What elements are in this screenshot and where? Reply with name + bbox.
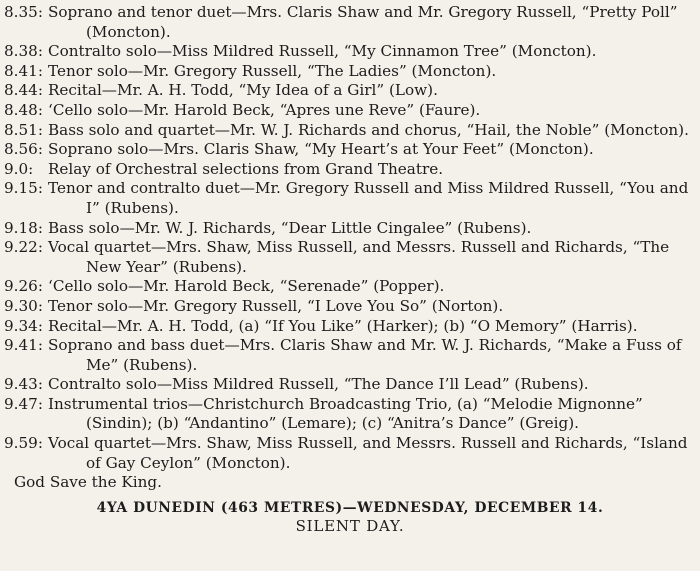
programme-item	[4, 179, 696, 218]
item-description: Relay of Orchestral selections from Grand Theatre.	[48, 159, 444, 178]
item-time: 9.26:	[4, 277, 43, 296]
item-description: ‘Cello solo—Mr. Harold Beck, “Serenade” (Popper).	[48, 277, 445, 296]
closing-line: God Save the King.	[14, 473, 162, 492]
item-time: 8.56:	[4, 140, 43, 159]
silent-day-notice: SILENT DAY.	[295, 516, 405, 535]
item-time: 9.47:	[4, 394, 43, 413]
programme-item	[4, 3, 696, 42]
item-time: 9.59:	[4, 434, 43, 453]
programme-item	[4, 160, 696, 180]
item-description: Recital—Mr. A. H. Todd, (a) “If You Like” (Harker); (b) “O Memory” (Harris).	[48, 316, 638, 335]
programme-item	[4, 219, 696, 239]
item-description: Tenor and contralto duet—Mr. Gregory Russell and Miss Mildred Russell, “You and I” (Rubens).	[48, 179, 689, 217]
programme-item	[4, 395, 696, 434]
item-description: Contralto solo—Miss Mildred Russell, “The Dance I’ll Lead” (Rubens).	[48, 375, 589, 394]
programme-item	[4, 297, 696, 317]
programme-item	[4, 277, 696, 297]
item-description: Instrumental trios—Christchurch Broadcasting Trio, (a) “Melodie Mignonne” (Sindin); (b) “Andantino” (Lemare); (c) “Anitra’s Dance” (Greig).	[48, 394, 643, 433]
programme-item	[4, 317, 696, 337]
item-description: Tenor solo—Mr. Gregory Russell, “The Ladies” (Moncton).	[48, 61, 497, 80]
programme-list	[4, 3, 696, 535]
programme-item	[4, 81, 696, 101]
item-description: Soprano solo—Mrs. Claris Shaw, “My Heart’s at Your Feet” (Moncton).	[48, 140, 594, 159]
item-time: 9.0:	[4, 159, 34, 178]
item-description: Soprano and tenor duet—Mrs. Claris Shaw and Mr. Gregory Russell, “Pretty Poll” (Moncton).	[48, 3, 678, 41]
item-time: 8.35:	[4, 3, 43, 21]
item-description: Tenor solo—Mr. Gregory Russell, “I Love You So” (Norton).	[48, 296, 504, 315]
item-time: 8.44:	[4, 81, 43, 100]
item-time: 9.34:	[4, 316, 43, 335]
item-time: 8.38:	[4, 42, 43, 61]
item-description: Bass solo and quartet—Mr. W. J. Richards and chorus, “Hail, the Noble” (Moncton).	[48, 120, 689, 139]
item-time: 9.43:	[4, 375, 43, 394]
item-description: Bass solo—Mr. W. J. Richards, “Dear Little Cingalee” (Rubens).	[48, 218, 532, 237]
item-description: Recital—Mr. A. H. Todd, “My Idea of a Girl” (Low).	[48, 81, 438, 100]
programme-item	[4, 101, 696, 121]
programme-item	[4, 375, 696, 395]
item-time: 9.30:	[4, 296, 43, 315]
item-time: 9.15:	[4, 179, 43, 198]
item-description: Vocal quartet—Mrs. Shaw, Miss Russell, and Messrs. Russell and Richards, “The New Year” (Rubens).	[48, 238, 670, 276]
item-time: 8.41:	[4, 61, 43, 80]
item-description: Contralto solo—Miss Mildred Russell, “My Cinnamon Tree” (Moncton).	[48, 42, 597, 61]
station-heading: 4YA DUNEDIN (463 METRES)—WEDNESDAY, DECEMBER 14.	[96, 499, 604, 516]
programme-item	[4, 140, 696, 160]
item-time: 8.51:	[4, 120, 43, 139]
item-time: 9.18:	[4, 218, 43, 237]
item-time: 8.48:	[4, 100, 43, 119]
programme-item	[4, 434, 696, 473]
item-description: ‘Cello solo—Mr. Harold Beck, “Apres une Reve” (Faure).	[48, 100, 481, 119]
programme-item	[4, 336, 696, 375]
programme-item	[4, 62, 696, 82]
programme-item	[4, 42, 696, 62]
item-description: Vocal quartet—Mrs. Shaw, Miss Russell, and Messrs. Russell and Richards, “Island of Gay Ceylon” (Moncton).	[48, 434, 688, 472]
item-time: 9.41:	[4, 336, 43, 355]
item-description: Soprano and bass duet—Mrs. Claris Shaw and Mr. W. J. Richards, “Make a Fuss of Me” (Rubens).	[48, 336, 682, 374]
programme-item	[4, 238, 696, 277]
item-time: 9.22:	[4, 238, 43, 257]
programme-item	[4, 121, 696, 141]
